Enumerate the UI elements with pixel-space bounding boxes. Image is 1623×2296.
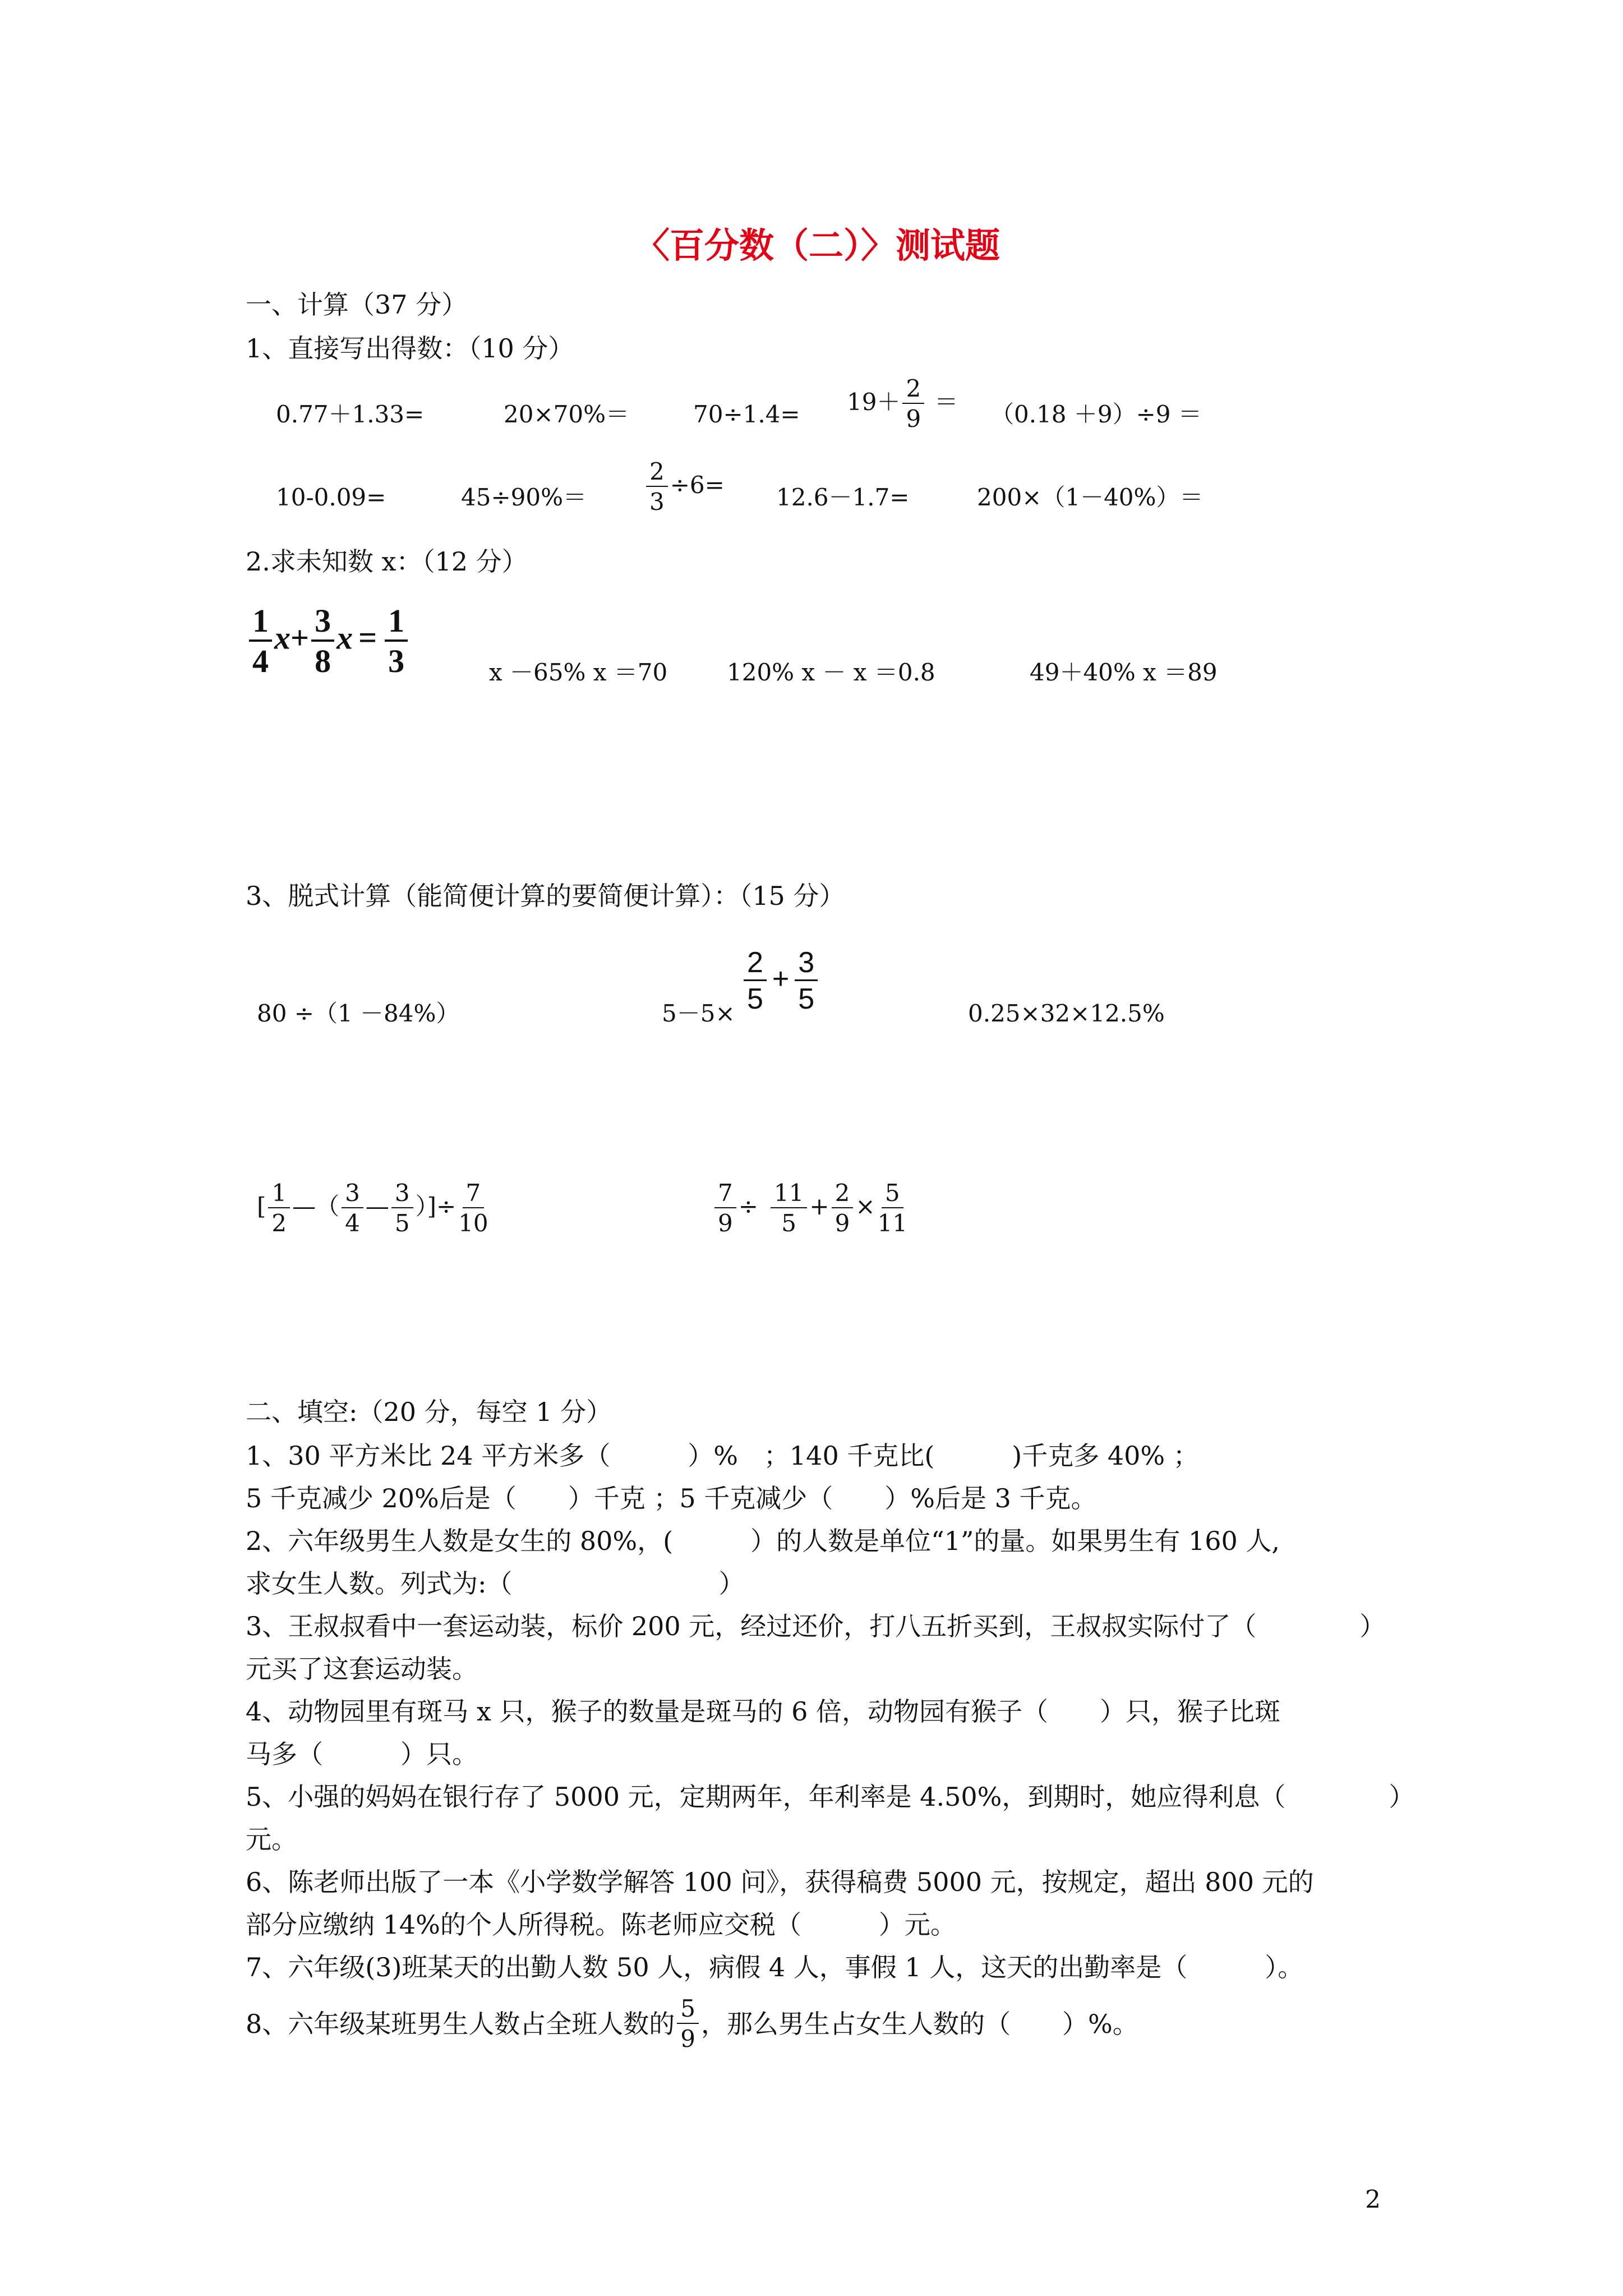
- fraction: [646, 460, 668, 514]
- expression-3: 0.25×32×12.5%: [968, 1000, 1165, 1027]
- denominator: 3: [388, 643, 405, 679]
- q2-heading: 2.求未知数 x：（12 分）: [246, 546, 528, 577]
- denominator: 9: [680, 2025, 696, 2053]
- numerator: 5: [882, 1181, 903, 1208]
- expr-text: ＝: [934, 388, 958, 416]
- denominator: 5: [798, 983, 815, 1015]
- fraction: [771, 1181, 807, 1235]
- denominator: 4: [252, 643, 269, 679]
- numerator: 2: [744, 948, 767, 981]
- denominator: 2: [271, 1209, 287, 1237]
- denominator: 11: [877, 1209, 907, 1237]
- operator: —: [365, 1193, 389, 1220]
- fraction: [878, 1181, 907, 1235]
- expression-2-pre: 5－5×: [662, 1000, 735, 1027]
- operator: +: [809, 1193, 829, 1220]
- expr-text: ÷6=: [670, 471, 725, 499]
- denominator: 5: [747, 983, 763, 1015]
- denominator: 9: [834, 1209, 850, 1237]
- equation-4: 49＋40% x ＝89: [1030, 659, 1218, 686]
- fraction: [458, 1181, 488, 1235]
- numerator: 1: [385, 605, 408, 642]
- calc-item: 20×70%＝: [504, 401, 629, 428]
- numerator: 2: [832, 1181, 854, 1208]
- numerator: 2: [646, 460, 668, 487]
- fraction: [249, 602, 272, 679]
- fill-line: 4、动物园里有斑马 x 只，猴子的数量是斑马的 6 倍，动物园有猴子（ ）只，猴子比斑: [246, 1696, 1280, 1727]
- fill-line: 元。: [246, 1824, 297, 1855]
- line-text: ，那么男生占女生人数的（ ）%。: [701, 2009, 1138, 2039]
- page-number: 2: [1365, 2185, 1381, 2214]
- equation-3: 120% x － x ＝0.8: [727, 659, 935, 686]
- calc-item: （0.18 ＋9）÷9 ＝: [990, 401, 1202, 428]
- equation-2: x －65% x ＝70: [489, 659, 668, 686]
- numerator: 3: [795, 948, 818, 981]
- numerator: 11: [771, 1181, 807, 1208]
- fill-line: 5、小强的妈妈在银行存了 5000 元，定期两年，年利率是 4.50%，到期时，她应得利息（ ）: [246, 1782, 1415, 1812]
- numerator: 1: [249, 605, 272, 642]
- calc-item: 0.77＋1.33=: [276, 401, 425, 428]
- equals-sign: =: [358, 619, 377, 656]
- section1-heading: 一、计算（37 分）: [246, 289, 468, 320]
- expression-2-fractions: [741, 948, 820, 1014]
- denominator: 4: [345, 1209, 360, 1237]
- var-x: x: [274, 619, 291, 656]
- calc-item: 12.6－1.7=: [776, 484, 910, 511]
- fill-line: 6、陈老师出版了一本《小学数学解答 100 问》，获得稿费 5000 元，按规定，超出 800 元的: [246, 1867, 1314, 1897]
- fill-line-8: [246, 1997, 1138, 2051]
- calc-item: 70÷1.4=: [693, 401, 800, 428]
- line-text: 8、六年级某班男生人数占全班人数的: [246, 2009, 675, 2039]
- fraction: [268, 1181, 290, 1235]
- fill-line: 元买了这套运动装。: [246, 1654, 478, 1684]
- var-x: x: [336, 619, 353, 656]
- fraction: [744, 948, 767, 1014]
- calc-item: 10-0.09=: [276, 484, 386, 511]
- fraction: [385, 602, 408, 679]
- fill-line: 部分应缴纳 14%的个人所得税。陈老师应交税（ ）元。: [246, 1910, 956, 1940]
- denominator: 8: [315, 643, 331, 679]
- fill-line: 5 千克减少 20%后是（ ）千克 ；5 千克减少（ ）%后是 3 千克。: [246, 1483, 1097, 1513]
- denominator: 5: [781, 1209, 797, 1237]
- denominator: 10: [458, 1209, 488, 1237]
- operator: —（: [292, 1193, 340, 1220]
- denominator: 9: [718, 1209, 733, 1237]
- numerator: 5: [677, 1997, 699, 2024]
- expression-4: [257, 1181, 491, 1235]
- denominator: 9: [906, 405, 921, 432]
- numerator: 3: [342, 1181, 363, 1208]
- numerator: 7: [714, 1181, 736, 1208]
- q3-heading: 3、脱式计算（能简便计算的要简便计算）：（15 分）: [246, 881, 845, 911]
- expression-5: [712, 1181, 910, 1235]
- fraction: [832, 1181, 854, 1235]
- numerator: 2: [902, 377, 924, 404]
- denominator: 5: [394, 1209, 410, 1237]
- fill-line: 1、30 平方米比 24 平方米多（ ）% ；140 千克比( )千克多 40% ；: [246, 1441, 1199, 1471]
- fraction: [677, 1997, 699, 2051]
- equation-1: [247, 602, 410, 679]
- numerator: 3: [311, 605, 334, 642]
- expr-text: 19＋: [847, 388, 901, 416]
- fill-line: 马多（ ）只。: [246, 1739, 478, 1769]
- operator: ×: [855, 1193, 875, 1220]
- fraction: [795, 948, 818, 1014]
- numerator: 1: [268, 1181, 290, 1208]
- fill-line: 3、王叔叔看中一套运动装，标价 200 元，经过还价，打八五折买到，王叔叔实际付了（ ）: [246, 1611, 1386, 1641]
- q1-heading: 1、直接写出得数：（10 分）: [246, 333, 574, 364]
- fill-line: 求女生人数。列式为:（ ）: [246, 1568, 745, 1599]
- bracket: [: [257, 1193, 266, 1220]
- calc-item: 200×（1－40%）＝: [977, 484, 1204, 511]
- numerator: 3: [391, 1181, 413, 1208]
- fraction: [714, 1181, 736, 1235]
- operator: ）]÷: [415, 1193, 457, 1220]
- denominator: 3: [649, 488, 665, 516]
- fill-line: 7、六年级(3)班某天的出勤人数 50 人，病假 4 人，事假 1 人，这天的出勤率是（ ）。: [246, 1952, 1304, 1982]
- fraction: [902, 377, 924, 431]
- expression-1: 80 ÷（1 －84%）: [257, 1000, 460, 1027]
- calc-item-fraction: [644, 460, 725, 514]
- operator: ÷: [738, 1193, 758, 1220]
- fraction: [311, 602, 334, 679]
- section2-heading: 二、填空:（20 分，每空 1 分）: [246, 1397, 612, 1427]
- plus-sign: +: [772, 963, 790, 996]
- fraction: [342, 1181, 363, 1235]
- fraction: [391, 1181, 413, 1235]
- calc-item-fraction: [847, 377, 958, 431]
- fill-line: 2、六年级男生人数是女生的 80%，( ）的人数是单位“1”的量。如果男生有 160 人,: [246, 1526, 1280, 1556]
- numerator: 7: [463, 1181, 485, 1208]
- page-title: 〈百分数（二）〉测试题: [635, 225, 1000, 266]
- calc-item: 45÷90%＝: [461, 484, 587, 511]
- plus-sign: +: [291, 619, 310, 656]
